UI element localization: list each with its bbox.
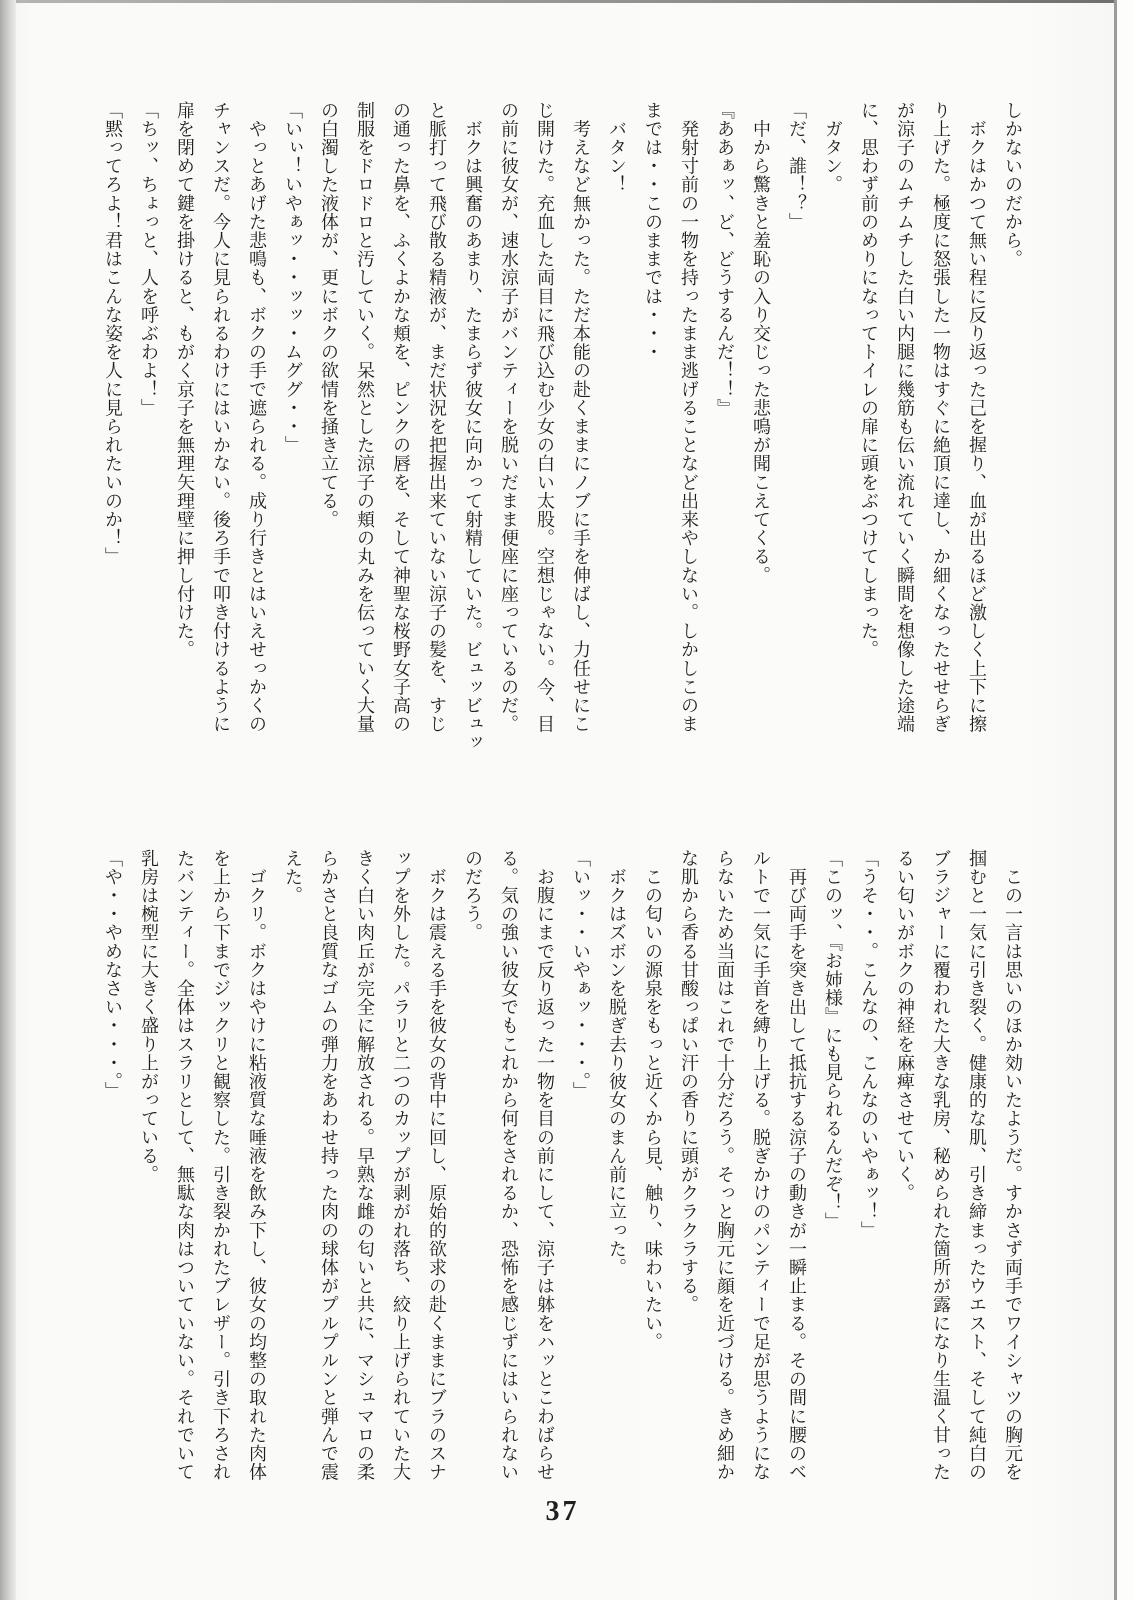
text-column: 「いぃ！いやぁッ・・ッッ・ムググ・・」 (283, 101, 303, 455)
text-column: な肌から香る甘酸っぱい汗の香りに頭がクラクラする。 (679, 849, 699, 1314)
page-right-edge-line (1114, 0, 1117, 1600)
text-column: 『ああぁッ、ど、どうするんだ！！』 (715, 101, 735, 418)
text-column: この匂いの源泉をもっと近くから見、触り、味わいたい。 (643, 849, 663, 1352)
text-column: ルトで一気に手首を縛り上げる。脱ぎかけのパンティーで足が思うようにな (751, 849, 771, 1482)
text-column: に、思わず前のめりになってトイレの扉に頭をぶつけてしまった。 (859, 101, 879, 659)
text-column: 「黙ってろよ！君はこんな姿を人に見られたいのか！」 (103, 101, 123, 566)
text-column: 考えなど無かった。ただ本能の赴くままにノブに手を伸ばし、力任せにこ (571, 101, 591, 734)
text-column: やっとあげた悲鳴も、ボクの手で遮られる。成り行きとはいえせっかくの (247, 101, 267, 734)
text-column: 「このッ、『お姉様』にも見られるんだぞ！」 (823, 849, 843, 1231)
text-column: 中から驚きと羞恥の入り交じった悲鳴が聞こえてくる。 (751, 101, 771, 585)
page-left-edge-shadow (0, 0, 16, 1600)
text-column: この一言は思いのほか効いたようだ。すかさず両手でワイシャツの胸元を (1003, 849, 1023, 1482)
text-column: の白濁した液体が、更にボクの欲情を掻き立てる。 (319, 101, 339, 529)
text-column: の通った鼻を、ふくよかな頬を、ピンクの唇を、そして神聖な桜野女子高の (391, 101, 411, 734)
text-column: 扉を閉めて鍵を掛けると、もがく京子を無理矢理壁に押し付けた。 (175, 101, 195, 659)
text-column: お腹にまで反り返った一物を目の前にして、涼子は躰をハッとこわばらせ (535, 849, 555, 1482)
text-column: り上げた。極度に怒張した一物はすぐに絶頂に達し、か細くなったせせらぎ (931, 101, 951, 734)
text-column: らかさと良質なゴムの弾力をあわせ持った肉の球体がプルプルンと弾んで震 (319, 849, 339, 1482)
text-column: 「うそ・・。こんなの、こんなのいやぁッ！」 (859, 849, 879, 1240)
text-column: までは・・このままでは・・・ (643, 101, 663, 362)
text-column: しかないのだから。 (1003, 101, 1023, 269)
text-column: えた。 (283, 849, 303, 905)
text-column: ボクは興奮のあまり、たまらず彼女に向かって射精していた。ビュッビュッ (463, 101, 483, 752)
text-column: が涼子のムチムチした白い内腿に幾筋も伝い流れていく瞬間を想像した途端 (895, 101, 915, 734)
text-column: ガタン。 (823, 101, 843, 194)
text-column: きく白い肉丘が完全に解放される。早熟な雌の匂いと共に、マシュマロの柔 (355, 849, 375, 1482)
text-column: たバンティー。全体はスラリとして、無駄な肉はついていない。それでいて (175, 849, 195, 1482)
text-column: じ開けた。充血した両目に飛び込む少女の白い太股。空想じゃない。今、目 (535, 101, 555, 734)
text-column: 「ちッ、ちょっと、人を呼ぶわよ！」 (139, 101, 159, 418)
page-right-margin (1117, 0, 1133, 1600)
text-column: 制服をドロドロと汚していく。呆然とした涼子の頬の丸みを伝っていく大量 (355, 101, 375, 734)
bottom-text-block (95, 849, 1031, 1517)
text-column: 発射寸前の一物を持ったまま逃げることなど出来やしない。しかしこのま (679, 101, 699, 734)
text-column: ブラジャーに覆われた大きな乳房、秘められた箇所が露になり生温く甘った (931, 849, 951, 1482)
text-column: る。気の強い彼女でもこれから何をされるか、恐怖を感じずにはいられない (499, 849, 519, 1482)
text-column: 再び両手を突き出して抵抗する涼子の動きが一瞬止まる。その間に腰のベ (787, 849, 807, 1482)
page-number: 37 (545, 1496, 580, 1527)
text-column: 「や・・やめなさい・・・。」 (103, 849, 123, 1101)
text-column: と脈打って飛び散る精液が、まだ状況を把握出来ていない涼子の髪を、すじ (427, 101, 447, 734)
text-column: るい匂いがボクの神経を麻痺させていく。 (895, 849, 915, 1203)
text-column: 「だ、誰！？」 (787, 101, 807, 232)
text-column: ゴクリ。ボクはやけに粘液質な唾液を飲み下し、彼女の均整の取れた肉体 (247, 849, 267, 1482)
page-top-edge-shadow (0, 0, 1133, 3)
text-column: の前に彼女が、速水涼子がバンティーを脱いだまま便座に座っているのだ。 (499, 101, 519, 734)
top-text-block (95, 101, 1031, 777)
text-column: チャンスだ。今人に見られるわけにはいかない。後ろ手で叩き付けるように (211, 101, 231, 734)
text-column: 掴むと一気に引き裂く。健康的な肌、引き締まったウエスト、そして純白の (967, 849, 987, 1482)
text-column: のだろう。 (463, 849, 483, 942)
text-column: ボクはかつて無い程に反り返った己を握り、血が出るほど激しく上下に擦 (967, 101, 987, 734)
text-column: ップを外した。パラリと二つのカップが剥がれ落ち、絞り上げられていた大 (391, 849, 411, 1482)
text-column: を上から下までジックリと観察した。引き裂かれたブレザー。引き下ろされ (211, 849, 231, 1482)
text-column: ボクはズボンを脱ぎ去り彼女のまん前に立った。 (607, 849, 627, 1277)
text-column: バタン！ (607, 101, 627, 194)
text-column: らないため当面はこれで十分だろう。そっと胸元に顔を近づける。きめ細か (715, 849, 735, 1482)
text-column: ボクは震える手を彼女の背中に回し、原始的欲求の赴くままにブラのスナ (427, 849, 447, 1482)
text-column: 乳房は椀型に大きく盛り上がっている。 (139, 849, 159, 1184)
text-column: 「いッ・・いやぁッ・・・。」 (571, 849, 591, 1101)
